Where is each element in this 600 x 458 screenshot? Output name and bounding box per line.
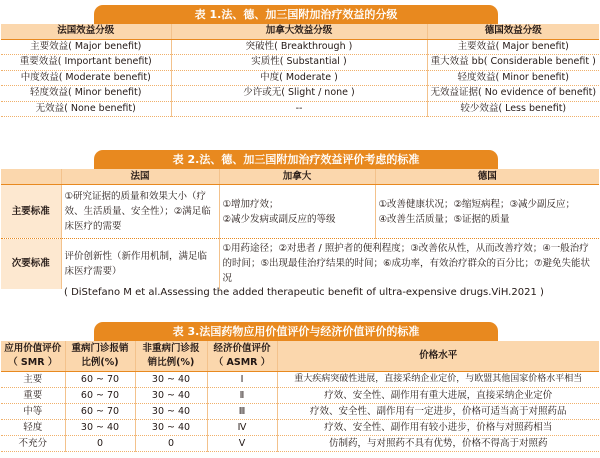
- table3-cell: Ⅰ: [207, 371, 277, 387]
- table1-cell: 中度( Moderate ): [171, 70, 427, 86]
- table3-cell: 中等: [1, 403, 65, 419]
- table1-header-canada: 加拿大效益分级: [171, 24, 427, 39]
- table-row: [1, 239, 599, 289]
- table3-cell: 30 ~ 40: [65, 419, 135, 435]
- table-row: [1, 101, 599, 117]
- table-row: [1, 39, 599, 55]
- table-row: [1, 435, 599, 451]
- table1-cell: 无效益证据( No evidence of benefit): [427, 86, 599, 102]
- table3-cell: Ⅱ: [207, 387, 277, 403]
- table1-cell: 无效益( None benefit): [1, 101, 171, 117]
- table3-cell: Ⅳ: [207, 419, 277, 435]
- table3-cell: 轻度: [1, 419, 65, 435]
- table3-cell: 60 ~ 70: [65, 371, 135, 387]
- table2-cell-germany: ①改善健康状况；②缩短病程；③减少副反应； ④改善生活质量；⑤证据的质量: [375, 185, 599, 239]
- table1-header-france: 法国效益分级: [1, 24, 171, 39]
- table3-cell: 30 ~ 40: [135, 371, 207, 387]
- table3-header-severe-rate: 重病门诊报销比例(%): [65, 341, 135, 371]
- table2-cell-canada-germany: ①用药途径；②对患者 / 照护者的便利程度；③改善依从性，从而改善疗效；④一般治疗的时间；⑤出现最佳治疗结果的时间；⑥成功率，有效治疗群众的百分比；⑦避免失能状况: [219, 239, 599, 289]
- table3-title: 表 3.法国药物应用价值评价与经济价值评价的标准: [94, 322, 498, 341]
- table2-header-canada: 加拿大: [219, 169, 375, 185]
- table1-cell: --: [171, 101, 427, 117]
- table3-cell: 60 ~ 70: [65, 387, 135, 403]
- table1-cell: 主要效益( Major benefit): [427, 39, 599, 55]
- table3-cell: 疗效、安全性、副作用有一定进步，价格可适当高于对照药品: [277, 403, 599, 419]
- table1-header-row: [1, 24, 599, 39]
- table3-cell: 疗效、安全性、副作用有重大进展，直接采纳企业定价: [277, 387, 599, 403]
- table2-header-blank: [1, 169, 61, 185]
- table1-title: 表 1.法、德、加三国附加治疗效益的分级: [94, 5, 498, 24]
- table3-cell: 仿制药，与对照药不具有优势，价格不得高于对照药: [277, 435, 599, 451]
- table1-cell: 中度效益( Moderate benefit): [1, 70, 171, 86]
- table-row: [1, 55, 599, 71]
- table3-header-nonsevere-rate: 非重病门诊报销比例(%): [135, 341, 207, 371]
- table1-cell: 少许或无( Slight / none ): [171, 86, 427, 102]
- table3-cell: 30 ~ 40: [135, 387, 207, 403]
- table3-cell: 主要: [1, 371, 65, 387]
- table-row: [1, 403, 599, 419]
- table3-cell: Ⅲ: [207, 403, 277, 419]
- citation: ( DiStefano M et al.Assessing the added therapeutic benefit of ultra-expensive drugs.ViH.2021 ): [64, 287, 544, 298]
- table1-cell: 重要效益( Important benefit): [1, 55, 171, 71]
- table1-header-germany: 德国效益分级: [427, 24, 599, 39]
- table3-cell: 0: [65, 435, 135, 451]
- table3-cell: Ⅴ: [207, 435, 277, 451]
- table-row: [1, 419, 599, 435]
- table3-header-row: [1, 341, 599, 371]
- table1-cell: 轻度效益( Minor benefit): [1, 86, 171, 102]
- table3-cell: 疗效、安全性、副作用有较小进步，价格与对照药相当: [277, 419, 599, 435]
- table3: [1, 341, 599, 452]
- table-row: [1, 185, 599, 239]
- table2-cell-france: ①研究证据的质量和效果大小（疗效、生活质量、安全性）；②满足临床医疗的需要: [61, 185, 219, 239]
- table2-row-label: 主要标准: [1, 185, 61, 239]
- table-row: [1, 387, 599, 403]
- table3-cell: 30 ~ 40: [135, 419, 207, 435]
- table2-header-germany: 德国: [375, 169, 599, 185]
- table1-cell: 重大效益 bb( Considerable benefit ): [427, 55, 599, 71]
- table3-header-price-level: 价格水平: [277, 341, 599, 371]
- table2-title: 表 2.法、德、加三国附加治疗效益评价考虑的标准: [94, 150, 498, 169]
- table1: [1, 24, 599, 117]
- table3-cell: 重要: [1, 387, 65, 403]
- table2-cell-canada: ①增加疗效； ②减少发病或副反应的等级: [219, 185, 375, 239]
- table1-cell: 主要效益( Major benefit): [1, 39, 171, 55]
- table2: [1, 169, 599, 289]
- table-row: [1, 371, 599, 387]
- table1-cell: 突破性( Breakthrough ): [171, 39, 427, 55]
- table-row: [1, 70, 599, 86]
- table3-cell: 重大疾病突破性进展，直接采纳企业定价，与欧盟其他国家价格水平相当: [277, 371, 599, 387]
- table1-cell: 较少效益( Less benefit): [427, 101, 599, 117]
- table3-header-smr: 应用价值评价（ SMR ）: [1, 341, 65, 371]
- table2-header-row: [1, 169, 599, 185]
- table3-cell: 30 ~ 40: [135, 403, 207, 419]
- table2-row-label: 次要标准: [1, 239, 61, 289]
- table1-cell: 轻度效益( Minor benefit): [427, 70, 599, 86]
- table-row: [1, 86, 599, 102]
- table3-header-asmr: 经济价值评价（ ASMR ）: [207, 341, 277, 371]
- table3-cell: 0: [135, 435, 207, 451]
- table1-cell: 实质性( Substantial ): [171, 55, 427, 71]
- table3-cell: 不充分: [1, 435, 65, 451]
- table2-header-france: 法国: [61, 169, 219, 185]
- table3-cell: 60 ~ 70: [65, 403, 135, 419]
- table2-cell-france: 评价创新性（新作用机制，满足临床医疗需要）: [61, 239, 219, 289]
